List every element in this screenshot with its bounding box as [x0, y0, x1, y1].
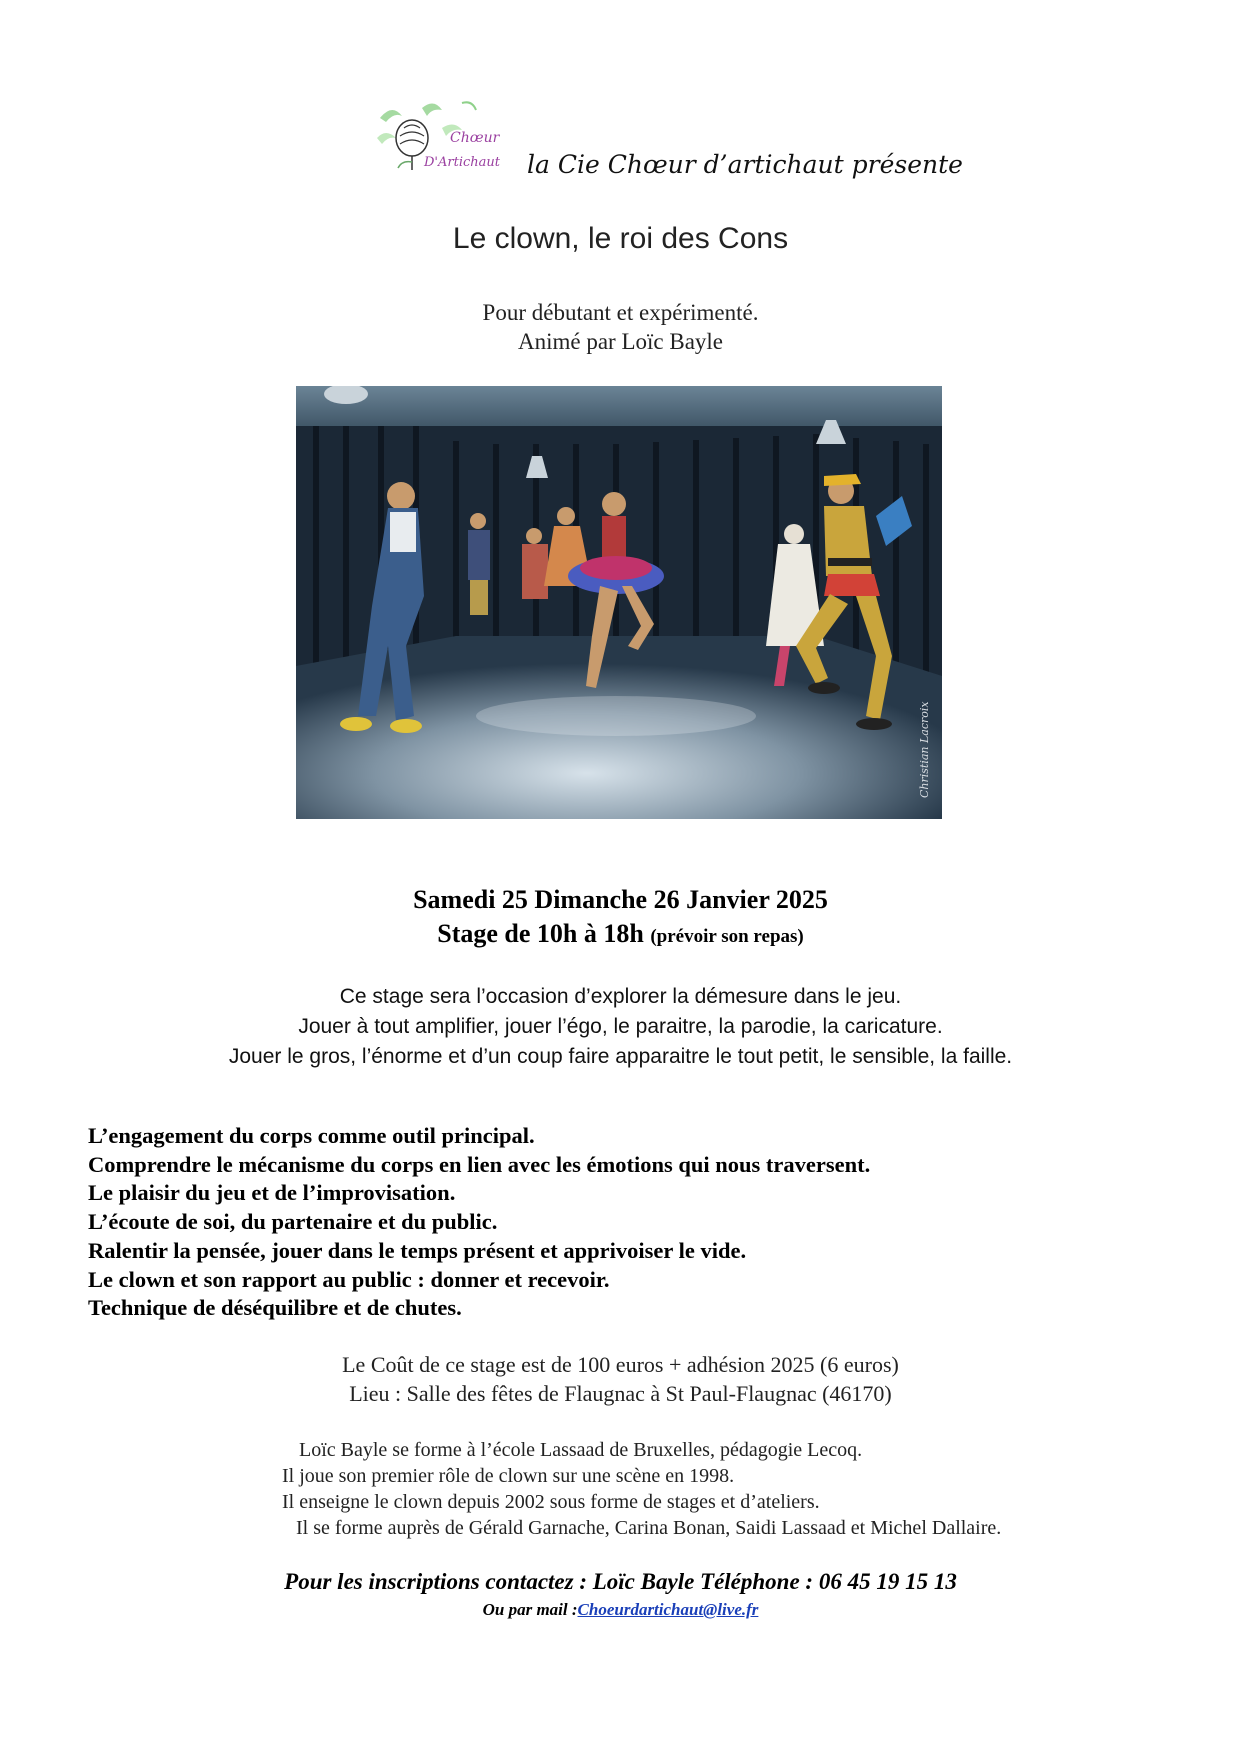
description-line: Ce stage sera l’occasion d’explorer la démesure dans le jeu.: [339, 985, 902, 1008]
svg-text:D'Artichaut: D'Artichaut: [424, 155, 500, 170]
meal-note: (prévoir son repas): [650, 926, 804, 947]
description-line: Jouer le gros, l’énorme et d’un coup faire apparaitre le tout petit, le sensible, la faille.: [228, 1045, 1013, 1068]
venue-line: Lieu : Salle des fêtes de Flaugnac à St Paul-Flaugnac (46170): [349, 1381, 892, 1406]
cost-line: Le Coût de ce stage est de 100 euros + adhésion 2025 (6 euros): [342, 1352, 899, 1377]
bio-line: Il se forme auprès de Gérald Garnache, Carina Bonan, Saidi Lassaad et Michel Dallaire.: [296, 1517, 1002, 1539]
bio-line: Il joue son premier rôle de clown sur une scène en 1998.: [282, 1465, 735, 1487]
svg-text:Chœur: Chœur: [450, 130, 500, 146]
bio-line: Il enseigne le clown depuis 2002 sous forme de stages et d’ateliers.: [282, 1491, 820, 1513]
objective-item: L’engagement du corps comme outil principal.: [88, 1123, 535, 1148]
objective-item: L’écoute de soi, du partenaire et du public.: [88, 1209, 498, 1235]
contact-line: Pour les inscriptions contactez : Loïc Bayle Téléphone : 06 45 19 15 13: [284, 1569, 957, 1594]
audience-line: Pour débutant et expérimenté.: [482, 300, 759, 325]
facilitator-line: Animé par Loïc Bayle: [517, 329, 723, 354]
objectives-list: [88, 1122, 870, 1323]
objective-item: Ralentir la pensée, jouer dans le temps présent et apprivoiser le vide.: [88, 1237, 747, 1263]
mail-prefix: Ou par mail :: [482, 1600, 578, 1619]
email-link[interactable]: Choeurdartichaut@live.fr: [577, 1600, 759, 1619]
event-schedule: [0, 919, 1241, 949]
page-title: Le clown, le roi des Cons: [452, 222, 789, 255]
artichoke-logo-icon: [372, 98, 522, 178]
presenter-line: la Cie Chœur d’artichaut présente: [527, 150, 963, 179]
workshop-photo: [296, 386, 942, 819]
event-dates: Samedi 25 Dimanche 26 Janvier 2025: [413, 885, 828, 914]
objective-item: Comprendre le mécanisme du corps en lien avec les émotions qui nous traversent.: [88, 1151, 871, 1177]
mail-line: [0, 1600, 1241, 1620]
company-logo: [372, 98, 522, 178]
objective-item: Le plaisir du jeu et de l’improvisation.: [88, 1180, 456, 1206]
bio-line: Loïc Bayle se forme à l’école Lassaad de Bruxelles, pédagogie Lecoq.: [299, 1439, 863, 1461]
schedule-hours: Stage de 10h à 18h: [437, 919, 644, 948]
svg-text:Christian Lacroix: Christian Lacroix: [918, 701, 931, 798]
objective-item: Le clown et son rapport au public : donner et recevoir.: [88, 1266, 610, 1292]
objective-item: Technique de déséquilibre et de chutes.: [88, 1295, 462, 1321]
description-line: Jouer à tout amplifier, jouer l’égo, le paraitre, la parodie, la caricature.: [298, 1015, 943, 1038]
